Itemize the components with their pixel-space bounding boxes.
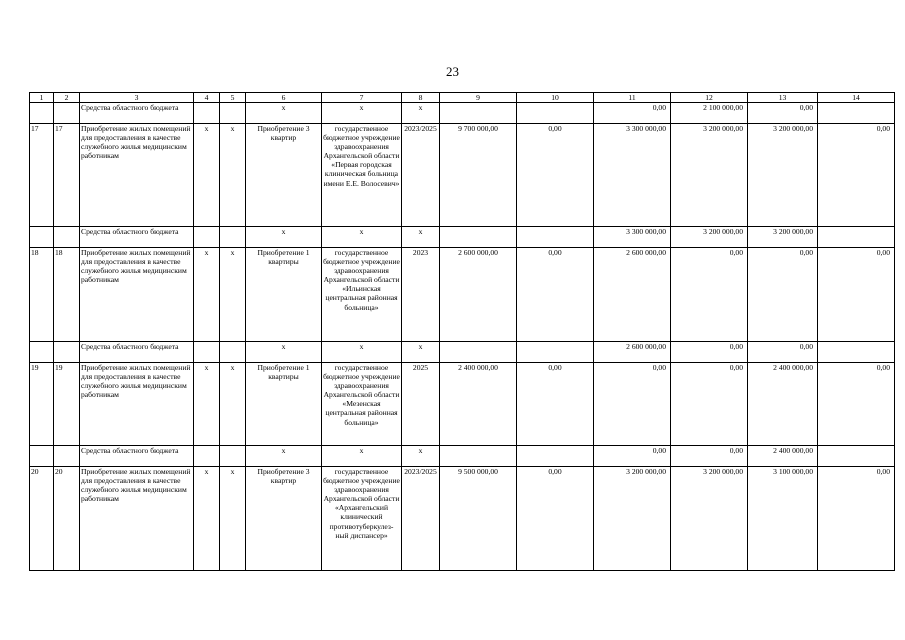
cell-total-amount [440, 103, 517, 124]
table-row [30, 363, 895, 446]
cell-period: 2023/2025 [402, 467, 440, 571]
cell-amount-2023: 0,00 [594, 103, 671, 124]
cell-period: х [402, 227, 440, 248]
cell-col-5: х [220, 124, 246, 227]
column-number-1: 1 [30, 93, 54, 103]
cell-description: Средства областного бюджета [80, 227, 194, 248]
cell-col-4 [194, 342, 220, 363]
cell-total-amount: 2 400 000,00 [440, 363, 517, 446]
cell-amount-2024: 0,00 [671, 248, 748, 342]
cell-col-5 [220, 446, 246, 467]
column-number-8: 8 [402, 93, 440, 103]
cell-col-4: х [194, 467, 220, 571]
column-number-6: 6 [246, 93, 322, 103]
cell-col-5: х [220, 363, 246, 446]
cell-amount-2025: 0,00 [748, 103, 818, 124]
cell-amount-2023: 2 600 000,00 [594, 248, 671, 342]
cell-institution: государственное бюджетное учреждение здравоохранения Архангельской области «Архангельский клинический противотуберкулез-ный диспансер» [322, 467, 402, 571]
column-number-9: 9 [440, 93, 517, 103]
cell-description: Средства областного бюджета [80, 446, 194, 467]
budget-table [29, 92, 895, 571]
column-number-2: 2 [54, 93, 80, 103]
cell-amount-2024: 0,00 [671, 342, 748, 363]
cell-col-14-amount: 0,00 [818, 124, 895, 227]
cell-item-number [54, 103, 80, 124]
cell-col-10-amount: 0,00 [517, 124, 594, 227]
cell-amount-2024: 0,00 [671, 363, 748, 446]
cell-total-amount: 9 500 000,00 [440, 467, 517, 571]
cell-period: х [402, 342, 440, 363]
column-number-3: 3 [80, 93, 194, 103]
cell-amount-2025: 3 100 000,00 [748, 467, 818, 571]
cell-description: Средства областного бюджета [80, 103, 194, 124]
column-number-14: 14 [818, 93, 895, 103]
cell-item-number [54, 342, 80, 363]
cell-row-number [30, 342, 54, 363]
cell-row-number: 20 [30, 467, 54, 571]
column-number-7: 7 [322, 93, 402, 103]
cell-amount-2025: 2 400 000,00 [748, 446, 818, 467]
cell-item-number: 19 [54, 363, 80, 446]
column-number-10: 10 [517, 93, 594, 103]
cell-row-number: 19 [30, 363, 54, 446]
cell-institution: х [322, 446, 402, 467]
cell-amount-2023: 2 600 000,00 [594, 342, 671, 363]
column-number-5: 5 [220, 93, 246, 103]
table-row [30, 248, 895, 342]
cell-amount-2025: 2 400 000,00 [748, 363, 818, 446]
cell-scope: х [246, 227, 322, 248]
cell-item-number [54, 446, 80, 467]
funding-source-row [30, 342, 895, 363]
cell-row-number [30, 103, 54, 124]
cell-col-4 [194, 446, 220, 467]
cell-row-number [30, 227, 54, 248]
cell-col-4 [194, 227, 220, 248]
cell-period: 2025 [402, 363, 440, 446]
cell-amount-2024: 2 100 000,00 [671, 103, 748, 124]
cell-description: Средства областного бюджета [80, 342, 194, 363]
cell-institution: государственное бюджетное учреждение здравоохранения Архангельской области «Ильинская центральная районная больница» [322, 248, 402, 342]
column-number-row [30, 93, 895, 103]
cell-total-amount: 2 600 000,00 [440, 248, 517, 342]
cell-col-5 [220, 342, 246, 363]
cell-col-4: х [194, 124, 220, 227]
cell-amount-2023: 0,00 [594, 446, 671, 467]
cell-amount-2025: 3 200 000,00 [748, 124, 818, 227]
cell-scope: х [246, 342, 322, 363]
cell-scope: х [246, 446, 322, 467]
cell-col-10-amount [517, 342, 594, 363]
cell-col-14-amount [818, 227, 895, 248]
cell-col-14-amount [818, 342, 895, 363]
cell-col-14-amount: 0,00 [818, 467, 895, 571]
cell-col-14-amount [818, 103, 895, 124]
cell-total-amount: 9 700 000,00 [440, 124, 517, 227]
cell-amount-2023: 0,00 [594, 363, 671, 446]
cell-scope: Приобретение 1 квартиры [246, 248, 322, 342]
cell-amount-2023: 3 300 000,00 [594, 124, 671, 227]
cell-institution: х [322, 227, 402, 248]
column-number-4: 4 [194, 93, 220, 103]
cell-amount-2024: 3 200 000,00 [671, 124, 748, 227]
cell-institution: х [322, 103, 402, 124]
cell-period: 2023 [402, 248, 440, 342]
cell-amount-2024: 3 200 000,00 [671, 227, 748, 248]
cell-period: х [402, 103, 440, 124]
cell-col-14-amount: 0,00 [818, 363, 895, 446]
cell-total-amount [440, 227, 517, 248]
table-row [30, 467, 895, 571]
cell-scope: Приобретение 1 квартиры [246, 363, 322, 446]
cell-description: Приобретение жилых помещений для предоставления в качестве служебного жилья медицинским работникам [80, 248, 194, 342]
cell-col-4: х [194, 363, 220, 446]
column-number-11: 11 [594, 93, 671, 103]
cell-institution: х [322, 342, 402, 363]
funding-source-row [30, 446, 895, 467]
cell-scope: х [246, 103, 322, 124]
cell-scope: Приобретение 3 квартир [246, 124, 322, 227]
cell-amount-2024: 0,00 [671, 446, 748, 467]
cell-institution: государственное бюджетное учреждение здравоохранения Архангельской области «Первая городская клиническая больница имени Е.Е. Волосевич» [322, 124, 402, 227]
cell-col-10-amount [517, 227, 594, 248]
page-number: 23 [446, 64, 459, 79]
cell-total-amount [440, 446, 517, 467]
funding-source-row [30, 103, 895, 124]
cell-col-10-amount: 0,00 [517, 363, 594, 446]
cell-col-10-amount [517, 103, 594, 124]
cell-col-10-amount: 0,00 [517, 248, 594, 342]
cell-amount-2025: 0,00 [748, 342, 818, 363]
cell-item-number: 20 [54, 467, 80, 571]
cell-item-number [54, 227, 80, 248]
table-body [30, 93, 895, 571]
cell-item-number: 18 [54, 248, 80, 342]
cell-period: х [402, 446, 440, 467]
cell-col-4 [194, 103, 220, 124]
column-number-12: 12 [671, 93, 748, 103]
cell-row-number: 18 [30, 248, 54, 342]
cell-description: Приобретение жилых помещений для предоставления в качестве служебного жилья медицинским работникам [80, 467, 194, 571]
cell-col-5: х [220, 467, 246, 571]
cell-total-amount [440, 342, 517, 363]
cell-amount-2023: 3 200 000,00 [594, 467, 671, 571]
cell-row-number: 17 [30, 124, 54, 227]
cell-amount-2024: 3 200 000,00 [671, 467, 748, 571]
cell-item-number: 17 [54, 124, 80, 227]
table-row [30, 124, 895, 227]
cell-row-number [30, 446, 54, 467]
cell-col-5 [220, 103, 246, 124]
cell-col-14-amount: 0,00 [818, 248, 895, 342]
cell-amount-2025: 3 200 000,00 [748, 227, 818, 248]
cell-col-14-amount [818, 446, 895, 467]
cell-scope: Приобретение 3 квартир [246, 467, 322, 571]
cell-amount-2025: 0,00 [748, 248, 818, 342]
cell-institution: государственное бюджетное учреждение здравоохранения Архангельской области «Мезенская центральная районная больница» [322, 363, 402, 446]
cell-col-5 [220, 227, 246, 248]
cell-col-10-amount [517, 446, 594, 467]
cell-description: Приобретение жилых помещений для предоставления в качестве служебного жилья медицинским работникам [80, 363, 194, 446]
cell-col-5: х [220, 248, 246, 342]
funding-source-row [30, 227, 895, 248]
column-number-13: 13 [748, 93, 818, 103]
cell-period: 2023/2025 [402, 124, 440, 227]
cell-col-10-amount: 0,00 [517, 467, 594, 571]
cell-amount-2023: 3 300 000,00 [594, 227, 671, 248]
cell-description: Приобретение жилых помещений для предоставления в качестве служебного жилья медицинским работникам [80, 124, 194, 227]
cell-col-4: х [194, 248, 220, 342]
